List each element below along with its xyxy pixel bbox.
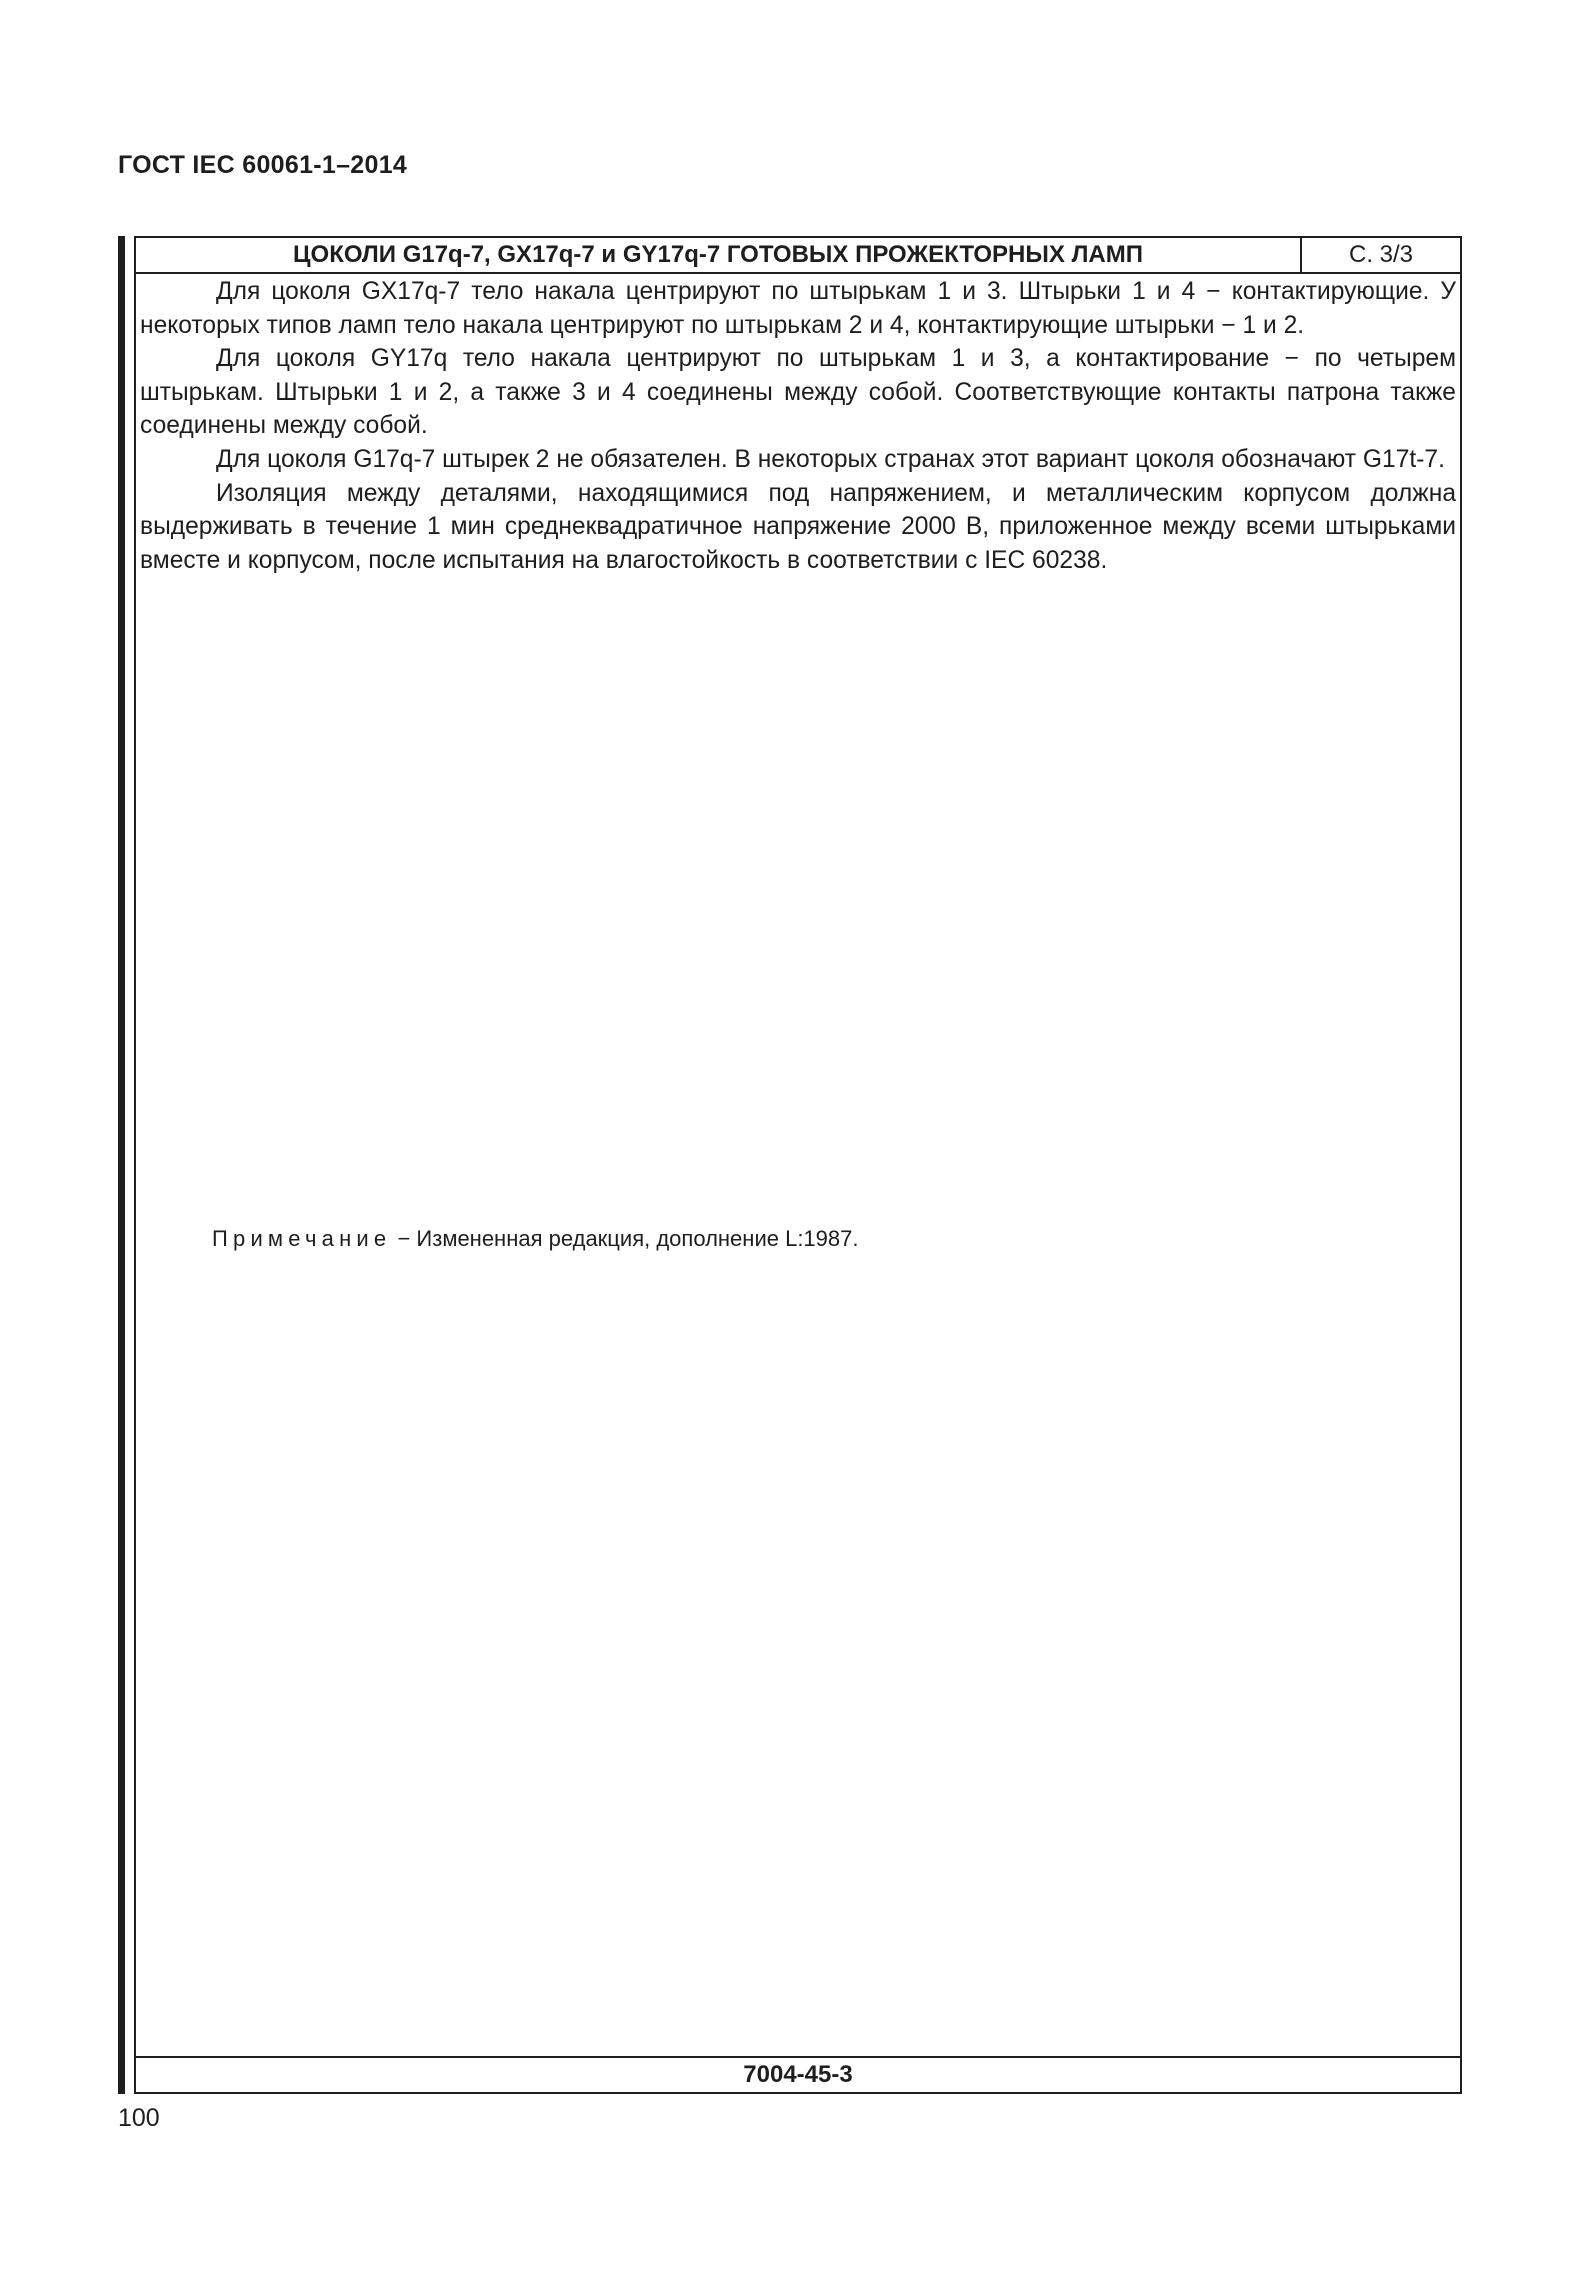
- note: [212, 1224, 858, 1254]
- sheet-title: ЦОКОЛИ G17q-7, GX17q-7 и GY17q-7 ГОТОВЫХ ПРОЖЕКТОРНЫХ ЛАМП: [136, 238, 1302, 272]
- note-text: − Измененная редакция, дополнение L:1987.: [391, 1226, 859, 1251]
- sheet-header: [136, 238, 1460, 274]
- sheet-page-indicator: С. 3/3: [1348, 241, 1414, 268]
- paragraph: Для цоколя GY17q тело накала центрируют по штырькам 1 и 3, а контактирование − по четырем штырькам. Штырьки 1 и 2, а также 3 и 4 соединены между собой. Соответствующие контакты патрона также соединены между собой.: [140, 345, 1456, 440]
- page-number: 100: [118, 2104, 160, 2132]
- note-label: Примечание: [212, 1226, 392, 1251]
- sheet-body: [140, 275, 1456, 577]
- paragraph: Изоляция между деталями, находящимися под напряжением, и металлическим корпусом должна выдерживать в течение 1 мин среднеквадратичное напряжение 2000 В, приложенное между всеми штырьками вместе и корпусом, после испытания на влагостойкость в соответствии с IEC 60238.: [140, 479, 1456, 574]
- standard-sheet: [134, 236, 1462, 2094]
- paragraph: Для цоколя GX17q-7 тело накала центрируют по штырькам 1 и 3. Штырьки 1 и 4 − контактирующие. У некоторых типов ламп тело накала центрируют по штырькам 2 и 4, контактирующие штырьки − 1 и 2.: [140, 278, 1456, 339]
- sheet-number: 7004-45-3: [136, 2056, 1460, 2092]
- side-bar: [118, 236, 125, 2094]
- standard-code: ГОСТ IEC 60061-1–2014: [118, 151, 408, 179]
- paragraph: Для цоколя G17q-7 штырек 2 не обязателен. В некоторых странах этот вариант цоколя обозначают G17t-7.: [216, 445, 1445, 473]
